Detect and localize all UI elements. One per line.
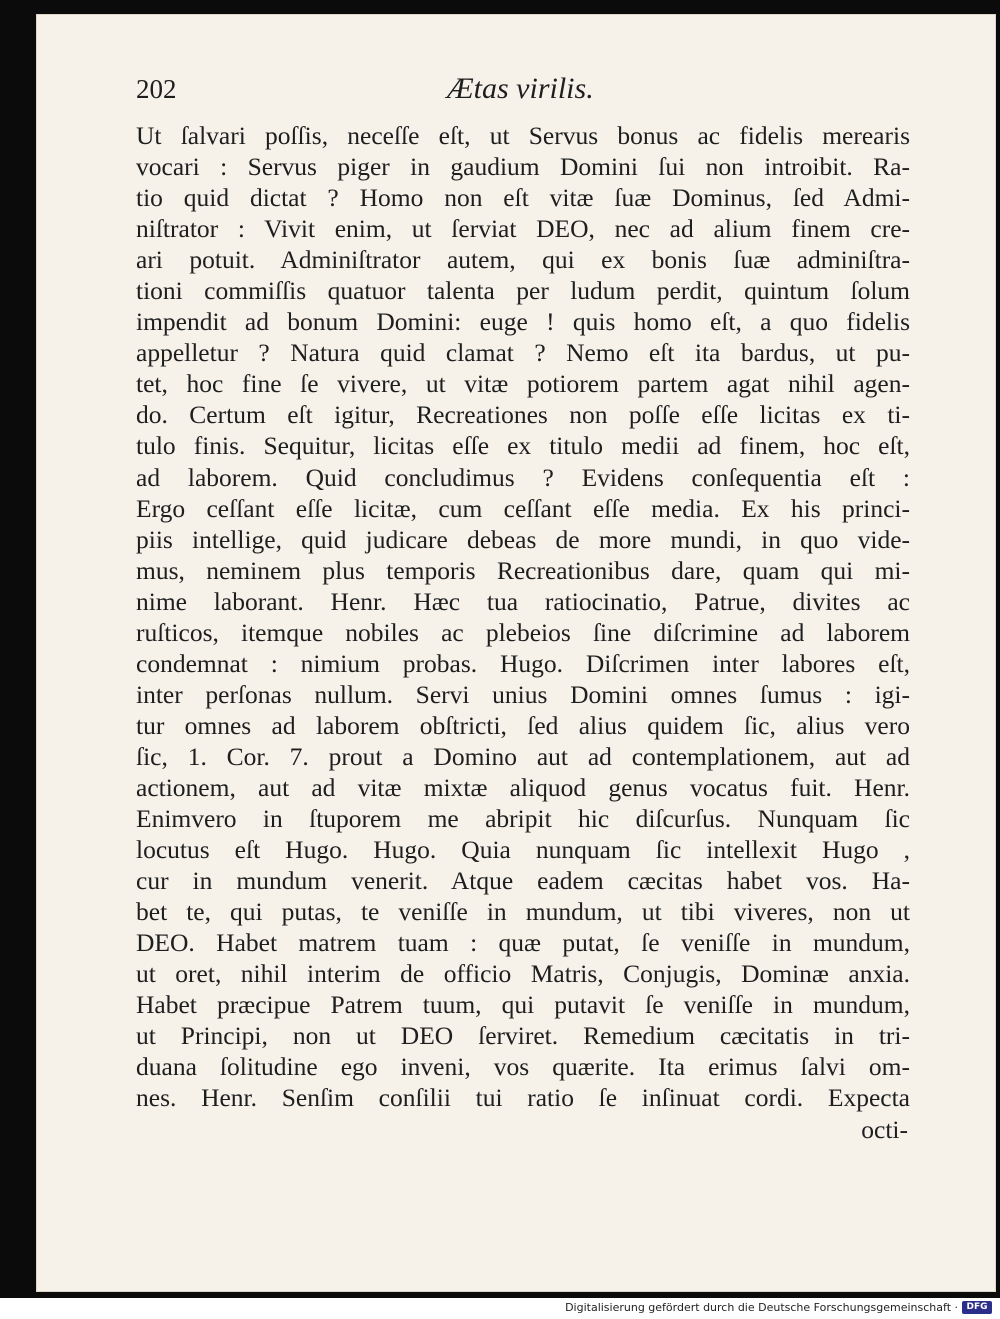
text-line: Enimvero in ſtuporem me abripit hic diſcurſus. Nunquam ſic	[136, 804, 910, 834]
text-line: mus, neminem plus temporis Recreationibus dare, quam qui mi-	[136, 555, 910, 585]
text-line: nime laborant. Henr. Hæc tua ratiocinatio, Patrue, divites ac	[136, 586, 910, 616]
text-line: bet te, qui putas, te veniſſe in mundum, ut tibi viveres, non ut	[136, 897, 910, 927]
text-line: condemnat : nimium probas. Hugo. Diſcrimen inter labores eſt,	[136, 648, 910, 678]
text-line: tulo finis. Sequitur, licitas eſſe ex titulo medii ad finem, hoc eſt,	[136, 431, 910, 461]
text-line: tet, hoc fine ſe vivere, ut vitæ potiorem partem agat nihil agen-	[136, 369, 910, 399]
text-line: ſic, 1. Cor. 7. prout a Domino aut ad contemplationem, aut ad	[136, 741, 910, 771]
footer-credit	[565, 1298, 992, 1316]
text-line: inter perſonas nullum. Servi unius Domini omnes ſumus : igi-	[136, 679, 910, 709]
text-line: vocari : Servus piger in gaudium Domini ſui non introibit. Ra-	[136, 152, 910, 182]
text-line: piis intellige, quid judicare debeas de more mundi, in quo vide-	[136, 524, 910, 554]
body-text	[136, 120, 910, 1114]
text-line: tio quid dictat ? Homo non eſt vitæ ſuæ Dominus, ſed Admi-	[136, 183, 910, 213]
text-line: DEO. Habet matrem tuam : quæ putat, ſe veniſſe in mundum,	[136, 928, 910, 958]
text-line: appelletur ? Natura quid clamat ? Nemo eſt ita bardus, ut pu-	[136, 338, 910, 368]
page-number: 202	[136, 74, 177, 104]
dfg-logo: DFG	[962, 1301, 992, 1314]
text-line: nes. Henr. Senſim conſilii tui ratio ſe inſinuat cordi. Expecta	[136, 1083, 910, 1113]
text-line: impendit ad bonum Domini: euge ! quis homo eſt, a quo fidelis	[136, 307, 910, 337]
text-line: ruſticos, itemque nobiles ac plebeios ſine diſcrimine ad laborem	[136, 617, 910, 647]
text-line: Ut ſalvari poſſis, neceſſe eſt, ut Servus bonus ac fidelis merearis	[136, 121, 910, 150]
text-line: ari potuit. Adminiſtrator autem, qui ex bonis ſuæ adminiſtra-	[136, 245, 910, 275]
catchword: octi-	[861, 1115, 908, 1144]
text-line: Ergo ceſſant eſſe licitæ, cum ceſſant eſſe media. Ex his princi-	[136, 493, 910, 523]
text-line: duana ſolitudine ego inveni, vos quærite. Ita erimus ſalvi om-	[136, 1052, 910, 1082]
text-line: do. Certum eſt igitur, Recreationes non poſſe eſſe licitas ex ti-	[136, 400, 910, 430]
text-line: tur omnes ad laborem obſtricti, ſed alius quidem ſic, alius vero	[136, 710, 910, 740]
text-line: niſtrator : Vivit enim, ut ſerviat DEO, nec ad alium finem cre-	[136, 214, 910, 244]
funding-credit-text: Digitalisierung gefördert durch die Deutsche Forschungsgemeinschaft ·	[565, 1300, 958, 1314]
text-line: tioni commiſſis quatuor talenta per ludum perdit, quintum ſolum	[136, 276, 910, 306]
text-line: cur in mundum venerit. Atque eadem cæcitas habet vos. Ha-	[136, 866, 910, 896]
running-header	[136, 74, 906, 114]
text-line: locutus eſt Hugo. Hugo. Quia nunquam ſic intellexit Hugo ,	[136, 835, 910, 865]
text-line: Habet præcipue Patrem tuum, qui putavit ſe veniſſe in mundum,	[136, 990, 910, 1020]
text-line: ad laborem. Quid concludimus ? Evidens conſequentia eſt :	[136, 462, 910, 492]
text-line: ut oret, nihil interim de officio Matris, Conjugis, Dominæ anxia.	[136, 959, 910, 989]
text-line: ut Principi, non ut DEO ſerviret. Remedium cæcitatis in tri-	[136, 1021, 910, 1051]
running-title: Ætas virilis.	[447, 72, 594, 105]
text-line: actionem, aut ad vitæ mixtæ aliquod genus vocatus fuit. Henr.	[136, 772, 910, 802]
